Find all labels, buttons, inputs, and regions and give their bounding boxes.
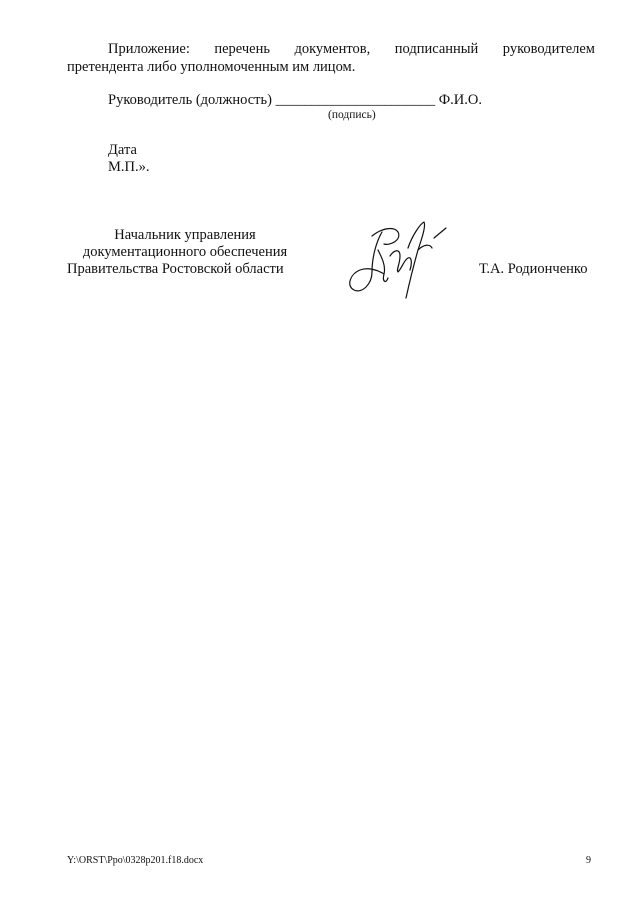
- role-signature-line: Руководитель (должность) ______________________ Ф.И.О.: [108, 92, 482, 108]
- official-title-line-2: документационного обеспечения: [82, 244, 288, 260]
- footer-file-path: Y:\ORST\Ppo\0328p201.f18.docx: [67, 855, 204, 866]
- stamp-label: М.П.».: [108, 159, 150, 175]
- official-title-line-3: Правительства Ростовской области: [67, 261, 284, 277]
- signature-caption: (подпись): [328, 109, 376, 121]
- attachment-line-2: претендента либо уполномоченным им лицом.: [67, 59, 356, 75]
- official-title-line-1: Начальник управления: [114, 227, 256, 243]
- official-name: Т.А. Родионченко: [479, 261, 588, 277]
- attachment-line-1: Приложение: перечень документов, подписанный руководителем: [108, 41, 595, 57]
- date-label: Дата: [108, 142, 137, 158]
- page-number: 9: [586, 855, 591, 866]
- handwritten-signature: [342, 214, 452, 306]
